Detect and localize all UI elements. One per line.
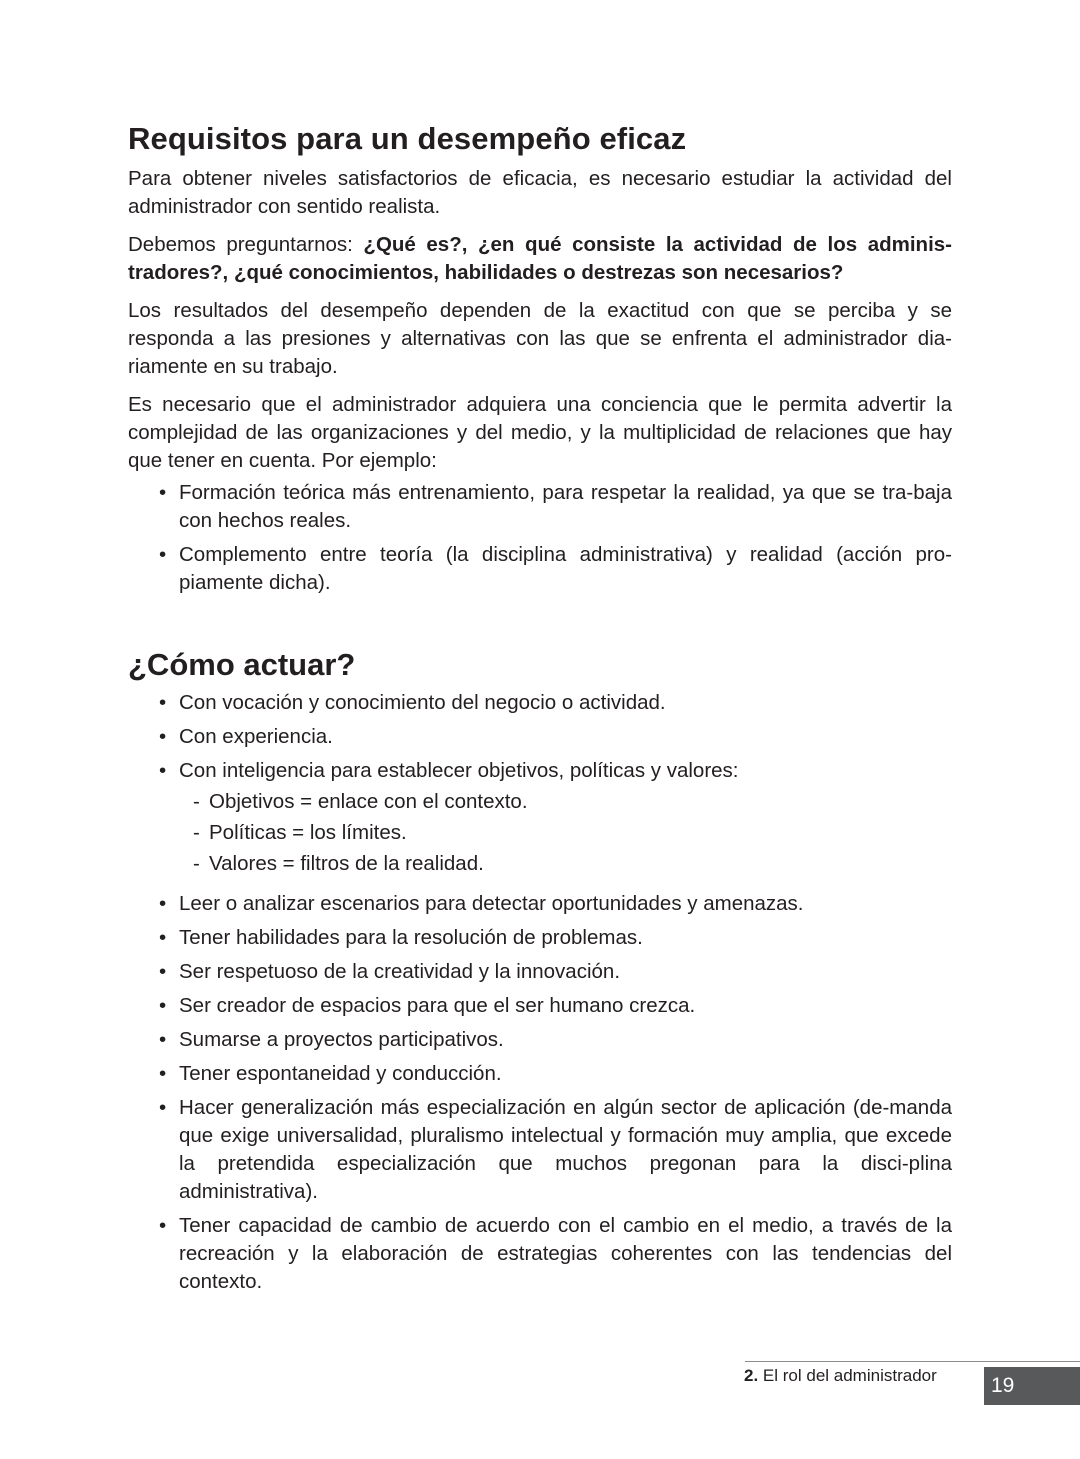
list-item [128, 958, 952, 986]
bullet-icon: • [159, 759, 167, 782]
list-item-text: Tener capacidad de cambio de acuerdo con el cambio en el medio, a través de la recreación y la elaboración de estrategias coherentes con las tendencias del contexto. [179, 1214, 952, 1293]
list-item-text: Complemento entre teoría (la disciplina administrativa) y realidad (acción pro-piamente dicha). [179, 543, 952, 594]
dash-icon: - [193, 790, 200, 813]
list-item-text: Formación teórica más entrenamiento, para respetar la realidad, ya que se tra-baja con hechos reales. [179, 481, 952, 532]
list-item [128, 689, 952, 717]
list-item-text: Con vocación y conocimiento del negocio o actividad. [179, 691, 666, 714]
list-item-text: Ser creador de espacios para que el ser humano crezca. [179, 994, 696, 1017]
list-item [128, 723, 952, 751]
paragraph-questions [128, 231, 952, 287]
sub-list-item [179, 819, 952, 847]
bullet-icon: • [159, 1028, 167, 1051]
list-item-text: Leer o analizar escenarios para detectar oportunidades y amenazas. [179, 892, 804, 915]
bullet-icon: • [159, 926, 167, 949]
section-heading-como-actuar: ¿Cómo actuar? [128, 647, 356, 682]
list-item-text: Con inteligencia para establecer objetivos, políticas y valores: [179, 759, 739, 782]
sub-item-text: Políticas = los límites. [209, 821, 407, 844]
chapter-title: El rol del administrador [758, 1366, 937, 1385]
dash-icon: - [193, 821, 200, 844]
bullet-icon: • [159, 543, 167, 566]
list-item-text: Sumarse a proyectos participativos. [179, 1028, 504, 1051]
bullet-icon: • [159, 960, 167, 983]
page-number-box [984, 1367, 1080, 1405]
paragraph-bold-questions: ¿Qué es?, ¿en qué consiste la actividad de los adminis-tradores?, ¿qué conocimientos, habilidades o destrezas son necesarios? [128, 233, 952, 284]
list-item [128, 541, 952, 597]
page-number: 19 [991, 1374, 1015, 1397]
list-item [128, 1060, 952, 1088]
list-item-text: Tener habilidades para la resolución de problemas. [179, 926, 643, 949]
paragraph-lead: Debemos preguntarnos: [128, 233, 364, 256]
footer-chapter-label [744, 1365, 937, 1387]
list-item [128, 1094, 952, 1206]
paragraph: Para obtener niveles satisfactorios de eficacia, es necesario estudiar la actividad del administrador con sentido realista. [128, 167, 952, 218]
list-item [128, 890, 952, 918]
bullet-list-como-actuar [128, 689, 952, 1296]
page-content [128, 119, 952, 1302]
chapter-number: 2. [744, 1366, 759, 1385]
list-item-text: Tener espontaneidad y conducción. [179, 1062, 502, 1085]
bullet-icon: • [159, 481, 167, 504]
bullet-icon: • [159, 725, 167, 748]
bullet-list-requisitos [128, 479, 952, 597]
paragraph: Es necesario que el administrador adquiera una conciencia que le permita advertir la complejidad de las organizaciones y del medio, y la multiplicidad de relaciones que hay que tener en cuenta. Por ejemplo: [128, 393, 952, 472]
list-item [128, 992, 952, 1020]
section-heading-requisitos: Requisitos para un desempeño eficaz [128, 121, 687, 156]
list-item [128, 479, 952, 535]
sub-list [179, 788, 952, 878]
bullet-icon: • [159, 691, 167, 714]
dash-icon: - [193, 852, 200, 875]
sub-item-text: Objetivos = enlace con el contexto. [209, 790, 528, 813]
section-spacer [128, 603, 952, 645]
bullet-icon: • [159, 1062, 167, 1085]
list-item-text: Con experiencia. [179, 725, 333, 748]
bullet-icon: • [159, 1096, 167, 1119]
list-item [128, 757, 952, 878]
list-item [128, 1026, 952, 1054]
bullet-icon: • [159, 994, 167, 1017]
bullet-icon: • [159, 892, 167, 915]
footer-divider [745, 1361, 1080, 1362]
sub-list-item [179, 788, 952, 816]
sub-item-text: Valores = filtros de la realidad. [209, 852, 484, 875]
sub-list-item [179, 850, 952, 878]
paragraph: Los resultados del desempeño dependen de la exactitud con que se perciba y se responda a las presiones y alternativas con las que se enfrenta el administrador dia-riamente en su trabajo. [128, 299, 952, 378]
list-item-text: Ser respetuoso de la creatividad y la innovación. [179, 960, 621, 983]
list-item [128, 1212, 952, 1296]
list-item [128, 924, 952, 952]
bullet-icon: • [159, 1214, 167, 1237]
list-item-text: Hacer generalización más especialización en algún sector de aplicación (de-manda que exige universalidad, pluralismo intelectual y formación muy amplia, que excede la pretendida especialización que muchos pregonan para la disci-plina administrativa). [179, 1096, 952, 1203]
